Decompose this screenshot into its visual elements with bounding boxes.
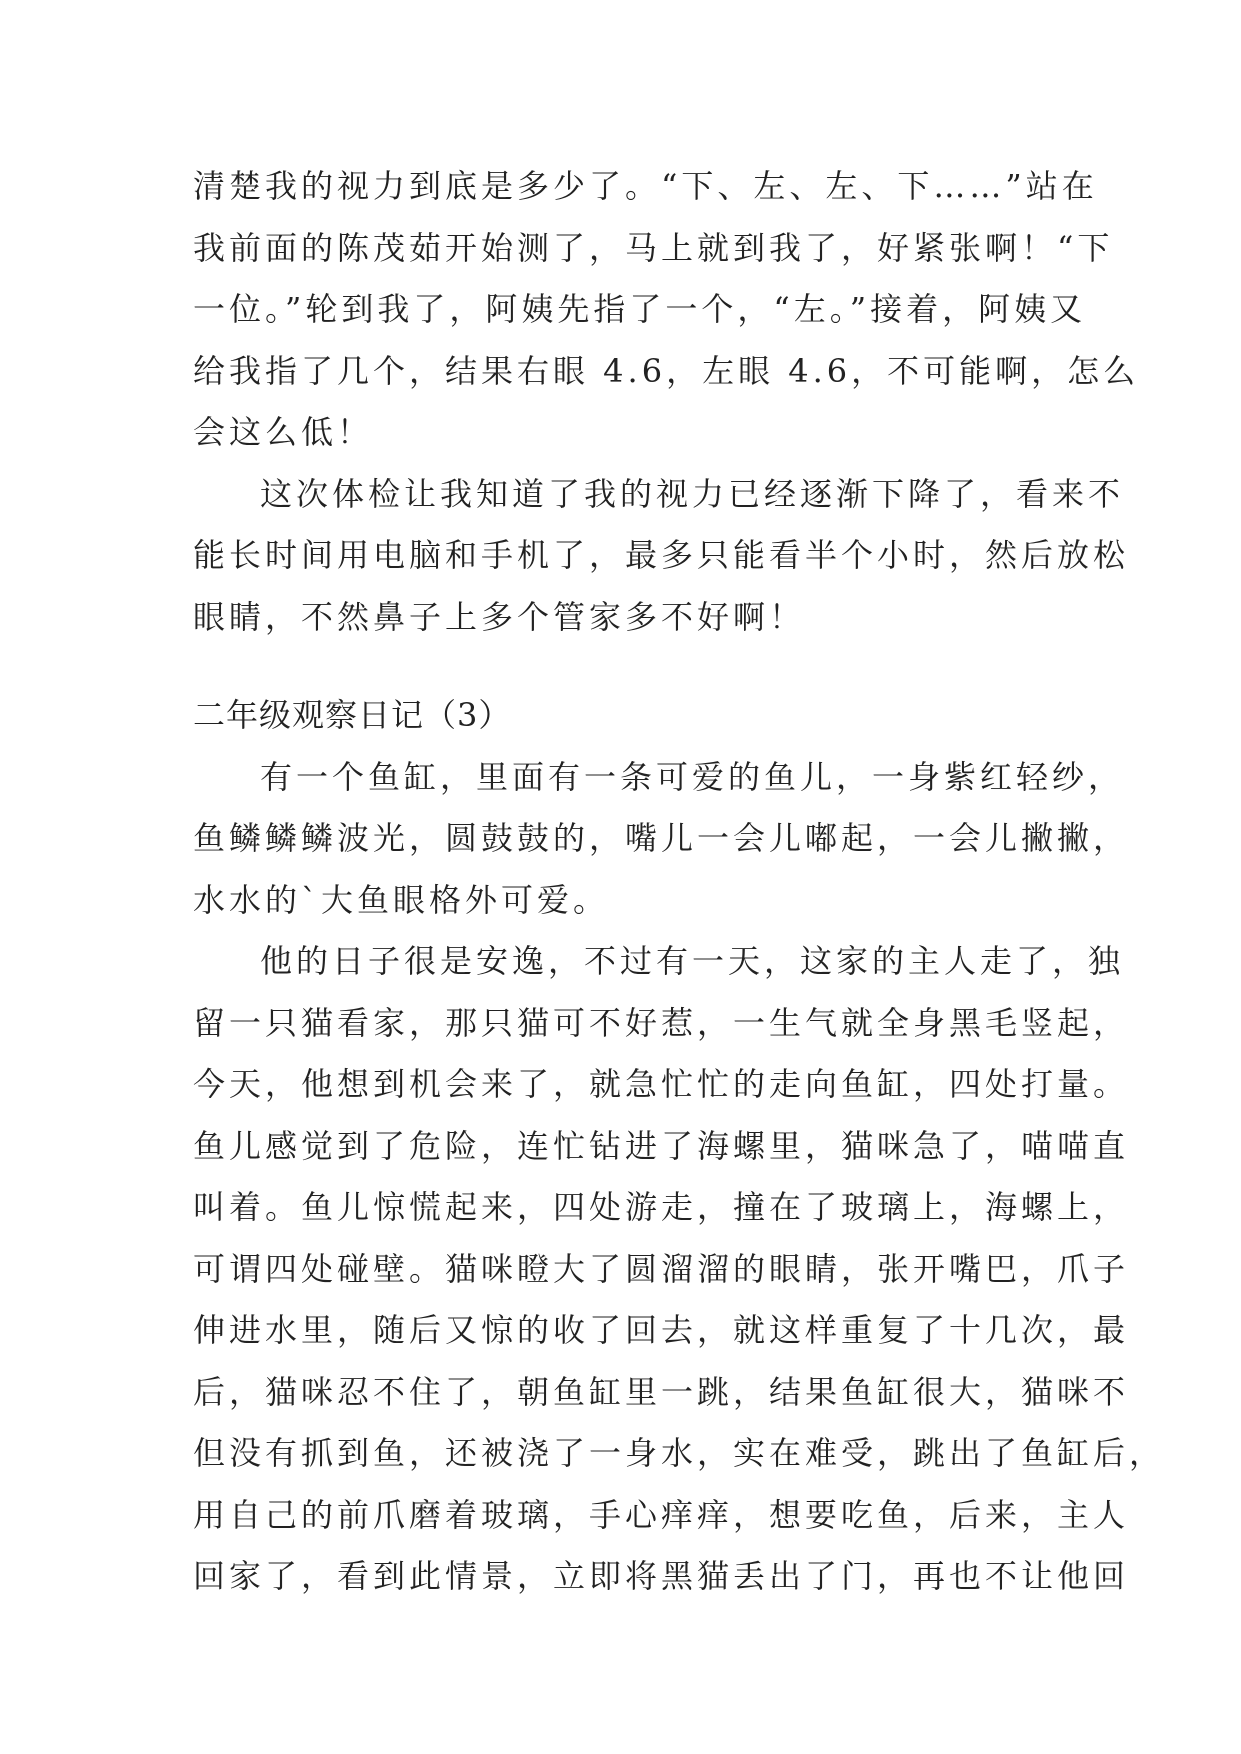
text-line: 鱼儿感觉到了危险，连忙钻进了海螺里，猫咪急了，喵喵直 <box>193 1126 1130 1165</box>
paragraph-conclusion <box>193 464 1130 649</box>
text-line: 可谓四处碰壁。猫咪瞪大了圆溜溜的眼睛，张开嘴巴，爪子 <box>193 1249 1130 1288</box>
paragraph-cat-story <box>193 931 1166 1608</box>
section-1 <box>193 156 1140 648</box>
text-line: 后，猫咪忍不住了，朝鱼缸里一跳，结果鱼缸很大，猫咪不 <box>193 1372 1130 1411</box>
text-line: 伸进水里，随后又惊的收了回去，就这样重复了十几次，最 <box>193 1311 1130 1349</box>
text-line: 眼睛，不然鼻子上多个管家多不好啊！ <box>193 597 806 636</box>
paragraph-fish-tank <box>193 747 1130 932</box>
text-line: 今天，他想到机会来了，就急忙忙的走向鱼缸，四处打量。 <box>193 1065 1130 1103</box>
text-line: 清楚我的视力到底是多少了。“下、左、左、下……”站在 <box>193 167 1098 205</box>
text-line: 水水的`大鱼眼格外可爱。 <box>193 880 610 919</box>
text-line: 这次体检让我知道了我的视力已经逐渐下降了，看来不 <box>260 474 1125 513</box>
text-line: 他的日子很是安逸，不过有一天，这家的主人走了，独 <box>260 942 1125 980</box>
text-line: 有一个鱼缸，里面有一条可爱的鱼儿，一身紫红轻纱， <box>260 757 1125 796</box>
section-heading: 二年级观察日记（3） <box>193 696 512 734</box>
text-line: 用自己的前爪磨着玻璃，手心痒痒，想要吃鱼，后来，主人 <box>193 1495 1130 1534</box>
text-line: 回家了，看到此情景，立即将黑猫丢出了门，再也不让他回 <box>193 1557 1130 1595</box>
section-2 <box>193 685 1166 1608</box>
paragraph-eye-test <box>193 156 1140 464</box>
text-line: 留一只猫看家，那只猫可不好惹，一生气就全身黑毛竖起， <box>193 1003 1130 1042</box>
text-line: 一位。”轮到我了，阿姨先指了一个，“左。”接着，阿姨又 <box>193 290 1087 328</box>
text-line: 能长时间用电脑和手机了，最多只能看半个小时，然后放松 <box>193 536 1130 574</box>
text-line: 鱼鳞鳞鳞波光，圆鼓鼓的，嘴儿一会儿嘟起，一会儿撇撇， <box>193 819 1130 857</box>
text-line: 会这么低！ <box>193 413 374 451</box>
text-line: 给我指了几个，结果右眼 4.6，左眼 4.6，不可能啊，怎么 <box>193 351 1140 390</box>
text-line: 叫着。鱼儿惊慌起来，四处游走，撞在了玻璃上，海螺上， <box>193 1188 1130 1226</box>
text-line: 但没有抓到鱼，还被浇了一身水，实在难受，跳出了鱼缸后， <box>193 1434 1166 1472</box>
text-line: 我前面的陈茂茹开始测了，马上就到我了，好紧张啊！“下 <box>193 228 1114 267</box>
